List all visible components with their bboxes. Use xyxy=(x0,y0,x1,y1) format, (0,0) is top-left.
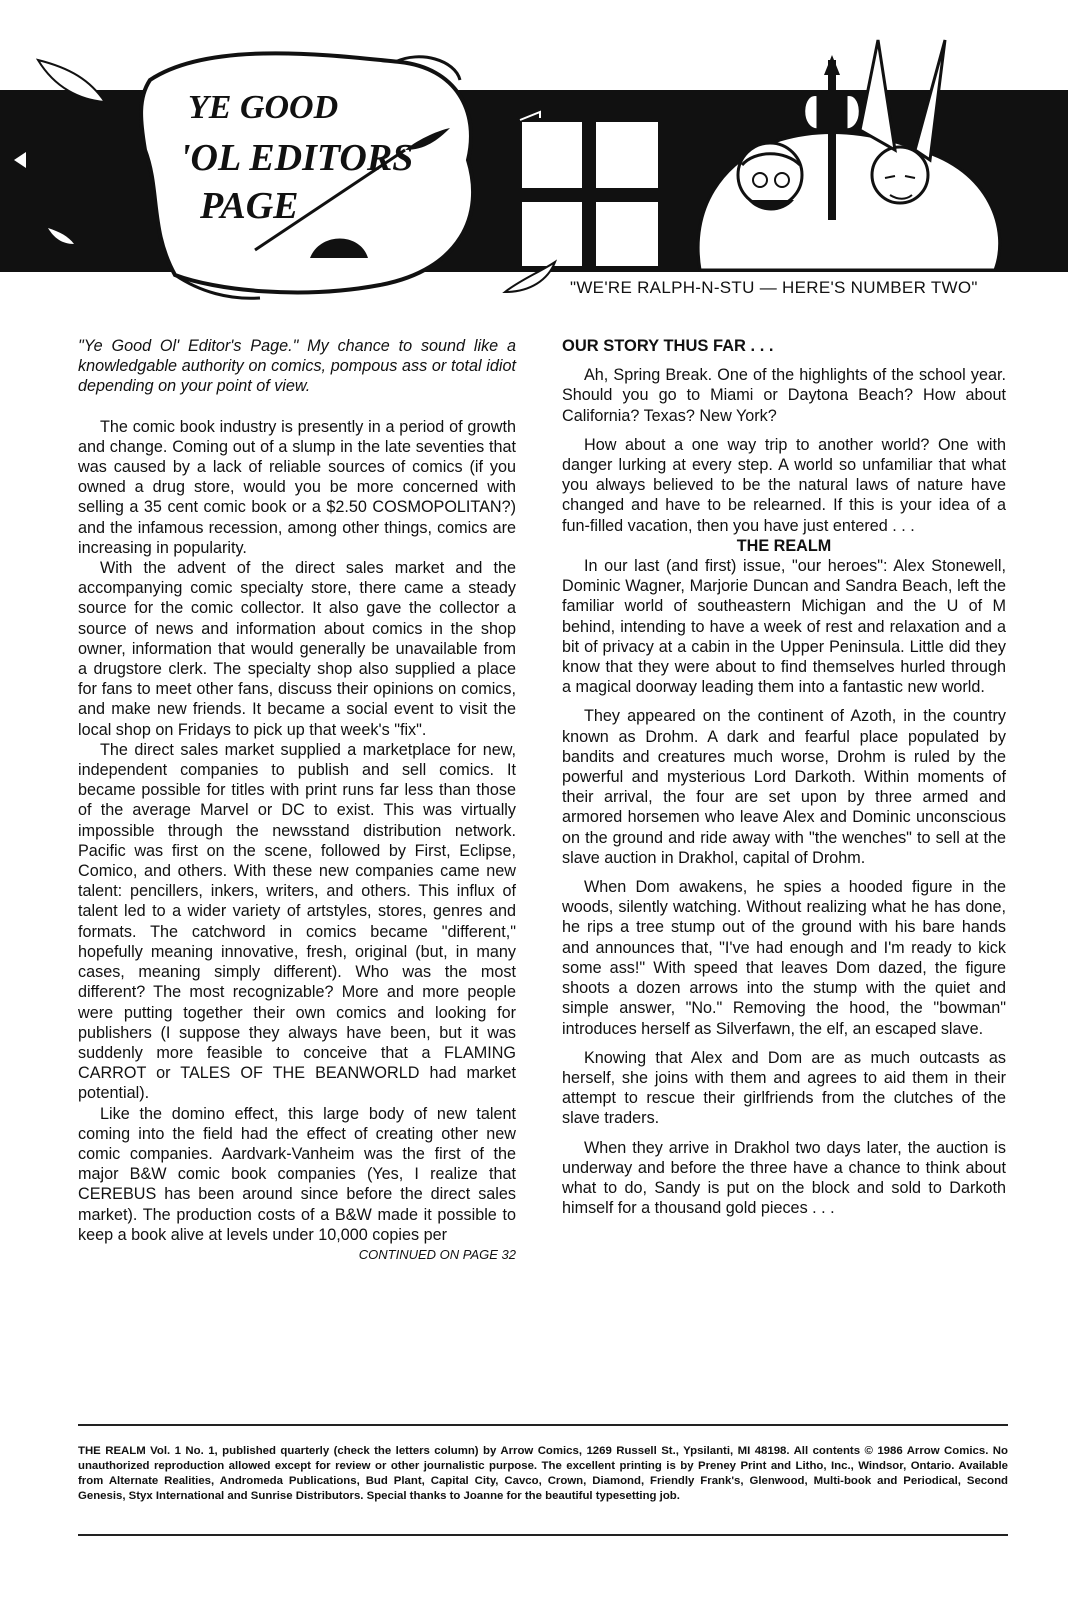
story-summary-column xyxy=(562,336,1006,1218)
editorial-paragraph: With the advent of the direct sales market and the accompanying comic specialty store, there came a steady source for the comic collector. It also gave the collector a source of news and information about comics in the shop owner, information that would generally be unavailable from a drugstore clerk. The specialty shop also supplied a place for fans to meet other fans, discuss their opinions on comics, and make new friends. It became a social event to visit the local shop on Fridays to pick up that week's "fix". xyxy=(78,559,516,739)
story-paragraph: How about a one way trip to another world? One with danger lurking at every step. A world so unfamiliar that what you always believed to be the natural laws of nature have changed and have to be relearned. If this is your idea of a fun-filled vacation, then you have just entered . . . xyxy=(562,435,1006,535)
footer-top-rule xyxy=(78,1424,1008,1426)
footer-bottom-rule xyxy=(78,1534,1008,1536)
editorial-paragraph: The comic book industry is presently in a period of growth and change. Coming out of a slump in the late seventies that was caused by a lack of reliable sources of comics (if you owned a drug store, would you be more concerned with selling a 35 cent comic book or a $2.50 COSMOPOLITAN?) and the infamous recession, among other things, comics are increasing in popularity. xyxy=(78,417,516,557)
editorial-column xyxy=(78,336,516,1265)
continued-notice: CONTINUED ON PAGE 32 xyxy=(358,1246,516,1262)
story-subheading: THE REALM xyxy=(736,536,832,555)
window-illustration xyxy=(520,112,660,268)
story-paragraph: When Dom awakens, he spies a hooded figure in the woods, silently watching. Without realizing what he has done, he rips a tree stump out of the ground with his bare hands and announces that, "I've had enough and I'm ready to kick some ass!" With speed that leaves Dom dazed, the figure shoots a dozen arrows into the stump with the quiet and simple answer, "No." Removing the hood, the "bowman" introduces herself as Silverfawn, the elf, an escaped slave. xyxy=(562,878,1006,1038)
story-paragraph: When they arrive in Drakhol two days later, the auction is underway and before the three have a chance to think about what to do, Sandy is put on the block and sold to Darkoth himself for a thousand gold pieces . . . xyxy=(562,1138,1006,1218)
header-illustration xyxy=(0,0,1068,320)
story-paragraph: In our last (and first) issue, "our heroes": Alex Stonewell, Dominic Wagner, Marjorie Duncan and Sandra Beach, left the familiar world of southeastern Michigan and the U of M behind, intending to have a week of rest and relaxation and a bit of privacy at a cabin in the Upper Peninsula. Little did they know that they were about to find themselves hurled through a magical doorway leading them into a fantastic new world. xyxy=(562,557,1006,697)
editorial-paragraph: The direct sales market supplied a marketplace for new, independent companies to publish and sell comics. It became possible for titles with print runs far less than those of the average Marvel or DC to exist. This was virtually impossible through the newsstand distribution network. Pacific was first on the scene, followed by First, Eclipse, Comico, and others. With these new companies came new talent: pencillers, inkers, writers, and others. This influx of talent led to a wider variety of artstyles, stores, genres and formats. The catchword in comics became "different," hopefully meaning innovative, fresh, original (but, in many cases, meaning simply different). Who was the most different? The most recognizable? More and more people were putting together their own comics and looking for publishers (I suppose they always have been, but it was suddenly more feasible to conceive that a FLAMING CARROT or TALES OF THE BEANWORLD had market potential). xyxy=(78,740,516,1103)
story-paragraph: Knowing that Alex and Dom are as much outcasts as herself, she joins with them and agrees to aid them in their attempt to rescue their girlfriends from the clutches of the slave traders. xyxy=(562,1048,1006,1128)
editorial-paragraph: Like the domino effect, this large body of new talent coming into the field had the effect of creating other new comic companies. Aardvark-Vanheim was the first of the major B&W comic book companies (Yes, I realize that CEREBUS has been around since before the direct sales market). The production costs of a B&W made it possible to keep a book alive at levels under 10,000 copies per xyxy=(78,1104,516,1244)
ralph-and-stu-characters xyxy=(698,40,1000,270)
story-paragraph: They appeared on the continent of Azoth, in the country known as Drohm. A dark and fearful place populated by bandits and creatures much worse, Drohm is ruled by the powerful and mysterious Lord Darkoth. Within moments of their arrival, the four are set upon by three armed and armored horsemen who leave Alex and Dominic unconscious on the ground and ride away with "the wenches" to sell at the slave auction in Drakhol, capital of Drohm. xyxy=(562,707,1006,867)
story-heading: OUR STORY THUS FAR . . . xyxy=(562,337,774,355)
header-tagline: "WE'RE RALPH-N-STU — HERE'S NUMBER TWO" xyxy=(570,278,978,297)
story-paragraph: Ah, Spring Break. One of the highlights of the school year. Should you go to Miami or Daytona Beach? How about California? Texas? New York? xyxy=(562,366,1006,425)
editors-page-sign-title: YE GOOD 'OL EDITORS PAGE xyxy=(180,89,414,227)
publication-indicia: THE REALM Vol. 1 No. 1, published quarterly (check the letters column) by Arrow Comics, 1269 Russell St., Ypsilanti, MI 48198. All contents © 1986 Arrow Comics. No unauthorized reproduction allowed except for review or other journalistic purpose. The excellent printing is by Preney Print and Litho, Inc., Windsor, Ontario. Available from Alternate Realities, Andromeda Publications, Bud Plant, Capital City, Cavco, Crown, Diamond, Friendly Frank's, Glenwood, Multi-book and Periodical, Second Genesis, Styx International and Sunrise Distributors. Special thanks to Joanne for the beautiful typesetting job. xyxy=(78,1445,1008,1502)
editorial-intro: "Ye Good Ol' Editor's Page." My chance to sound like a knowledgable authority on comics, pompous ass or total idiot depending on your point of view. xyxy=(78,337,516,396)
